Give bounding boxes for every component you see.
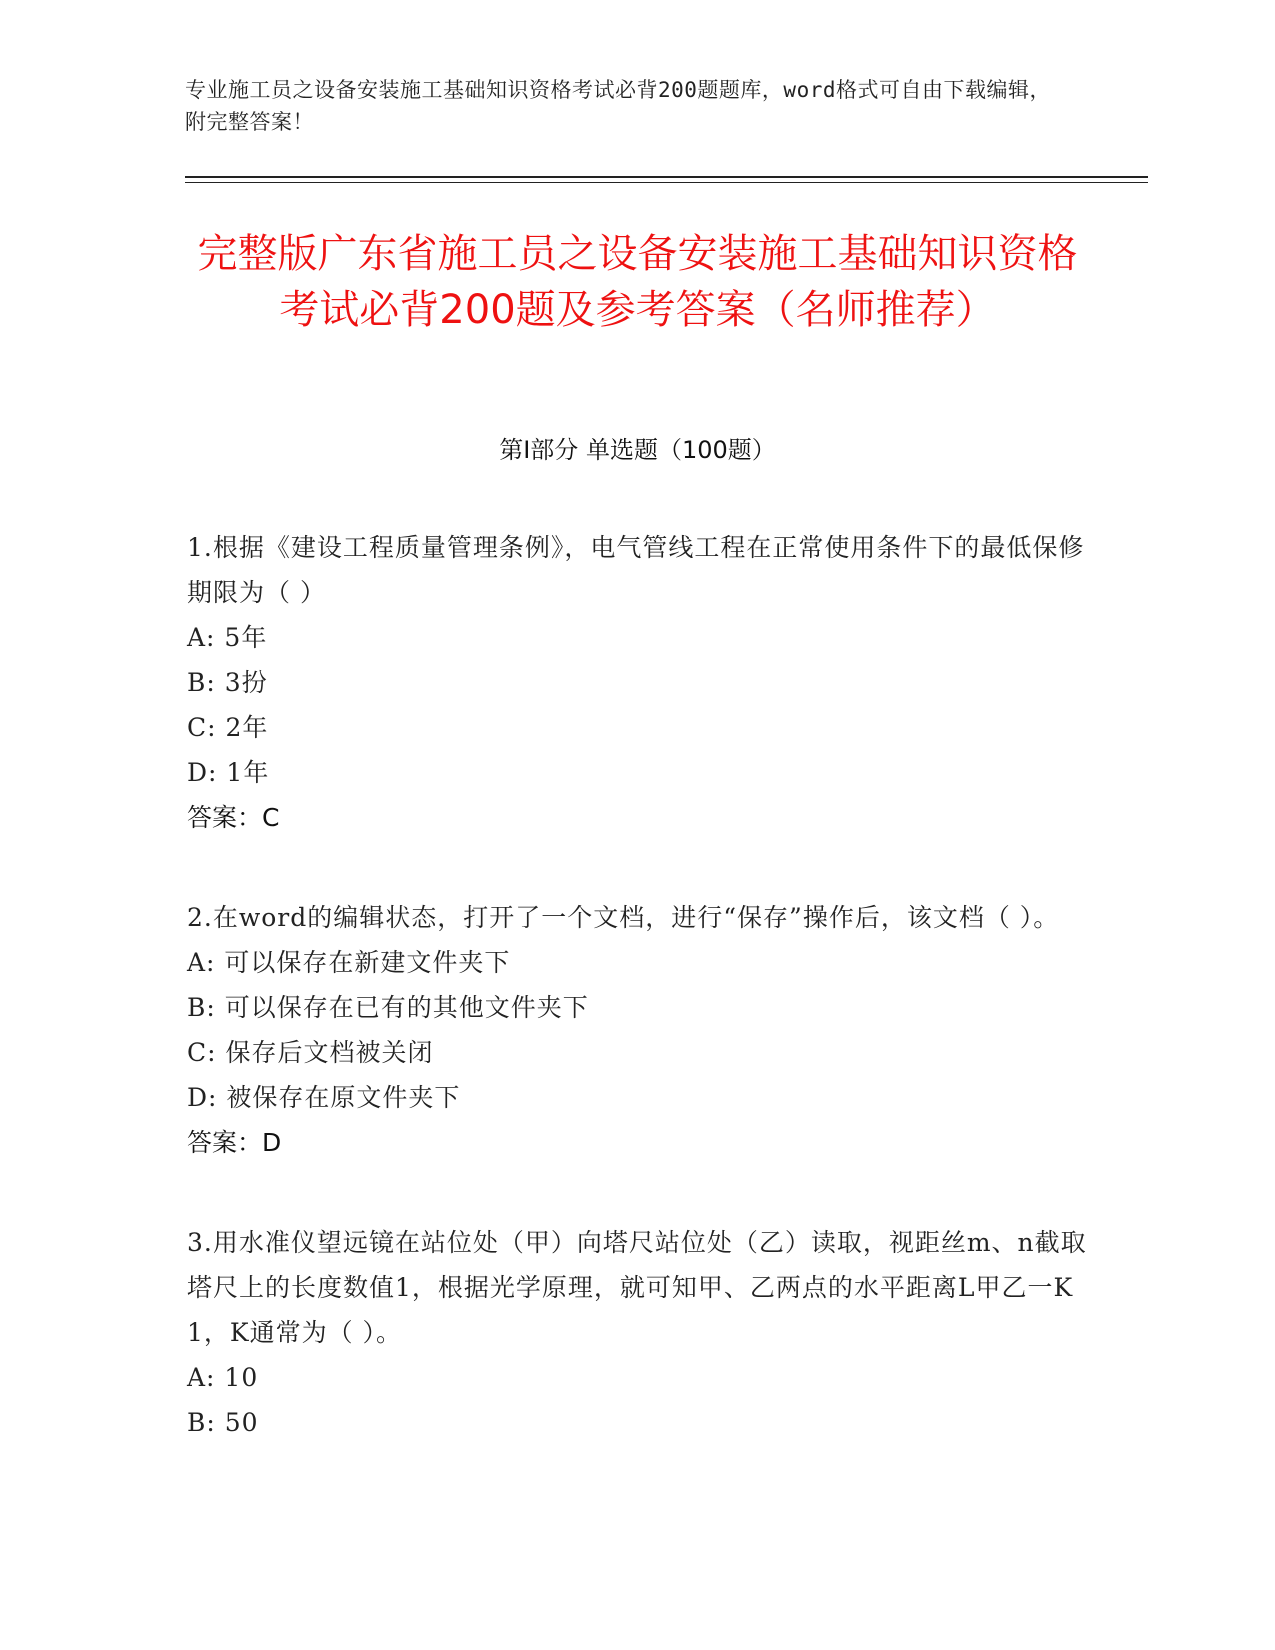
header-note: 专业施工员之设备安装施工基础知识资格考试必背200题题库，word格式可自由下载编辑，附完整答案！: [185, 78, 1051, 134]
option-b: B: 3扮: [187, 668, 268, 697]
question-1: [187, 525, 1087, 840]
option-d: D: 1年: [187, 758, 270, 787]
option-b: B: 50: [187, 1408, 259, 1437]
question-3: [187, 1220, 1087, 1445]
header-rule-thick: [185, 176, 1148, 178]
answer: 答案：C: [187, 803, 280, 832]
option-c: C: 2年: [187, 713, 269, 742]
section-title: 第Ⅰ部分 单选题（100题）: [499, 436, 776, 464]
option-d: D: 被保存在原文件夹下: [187, 1083, 461, 1112]
option-a: A: 可以保存在新建文件夹下: [187, 948, 511, 977]
question-text: 1.根据《建设工程质量管理条例》，电气管线工程在正常使用条件下的最低保修期限为（ ）: [187, 533, 1085, 607]
question-2: [187, 895, 1087, 1165]
answer: 答案：D: [187, 1128, 282, 1157]
option-a: A: 5年: [187, 623, 268, 652]
question-text: 2.在word的编辑状态，打开了一个文档，进行“保存”操作后，该文档（ ）。: [187, 903, 1060, 932]
header-rule-thin: [185, 182, 1148, 183]
option-b: B: 可以保存在已有的其他文件夹下: [187, 993, 589, 1022]
option-c: C: 保存后文档被关闭: [187, 1038, 434, 1067]
question-list: [187, 525, 1087, 1500]
question-text: 3.用水准仪望远镜在站位处（甲）向塔尺站位处（乙）读取，视距丝m、n截取塔尺上的长度数值1，根据光学原理，就可知甲、乙两点的水平距离L甲乙一K1，K通常为（ ）。: [187, 1228, 1087, 1347]
document-title: 完整版广东省施工员之设备安装施工基础知识资格考试必背200题及参考答案（名师推荐）: [197, 231, 1078, 333]
option-a: A: 10: [187, 1363, 259, 1392]
